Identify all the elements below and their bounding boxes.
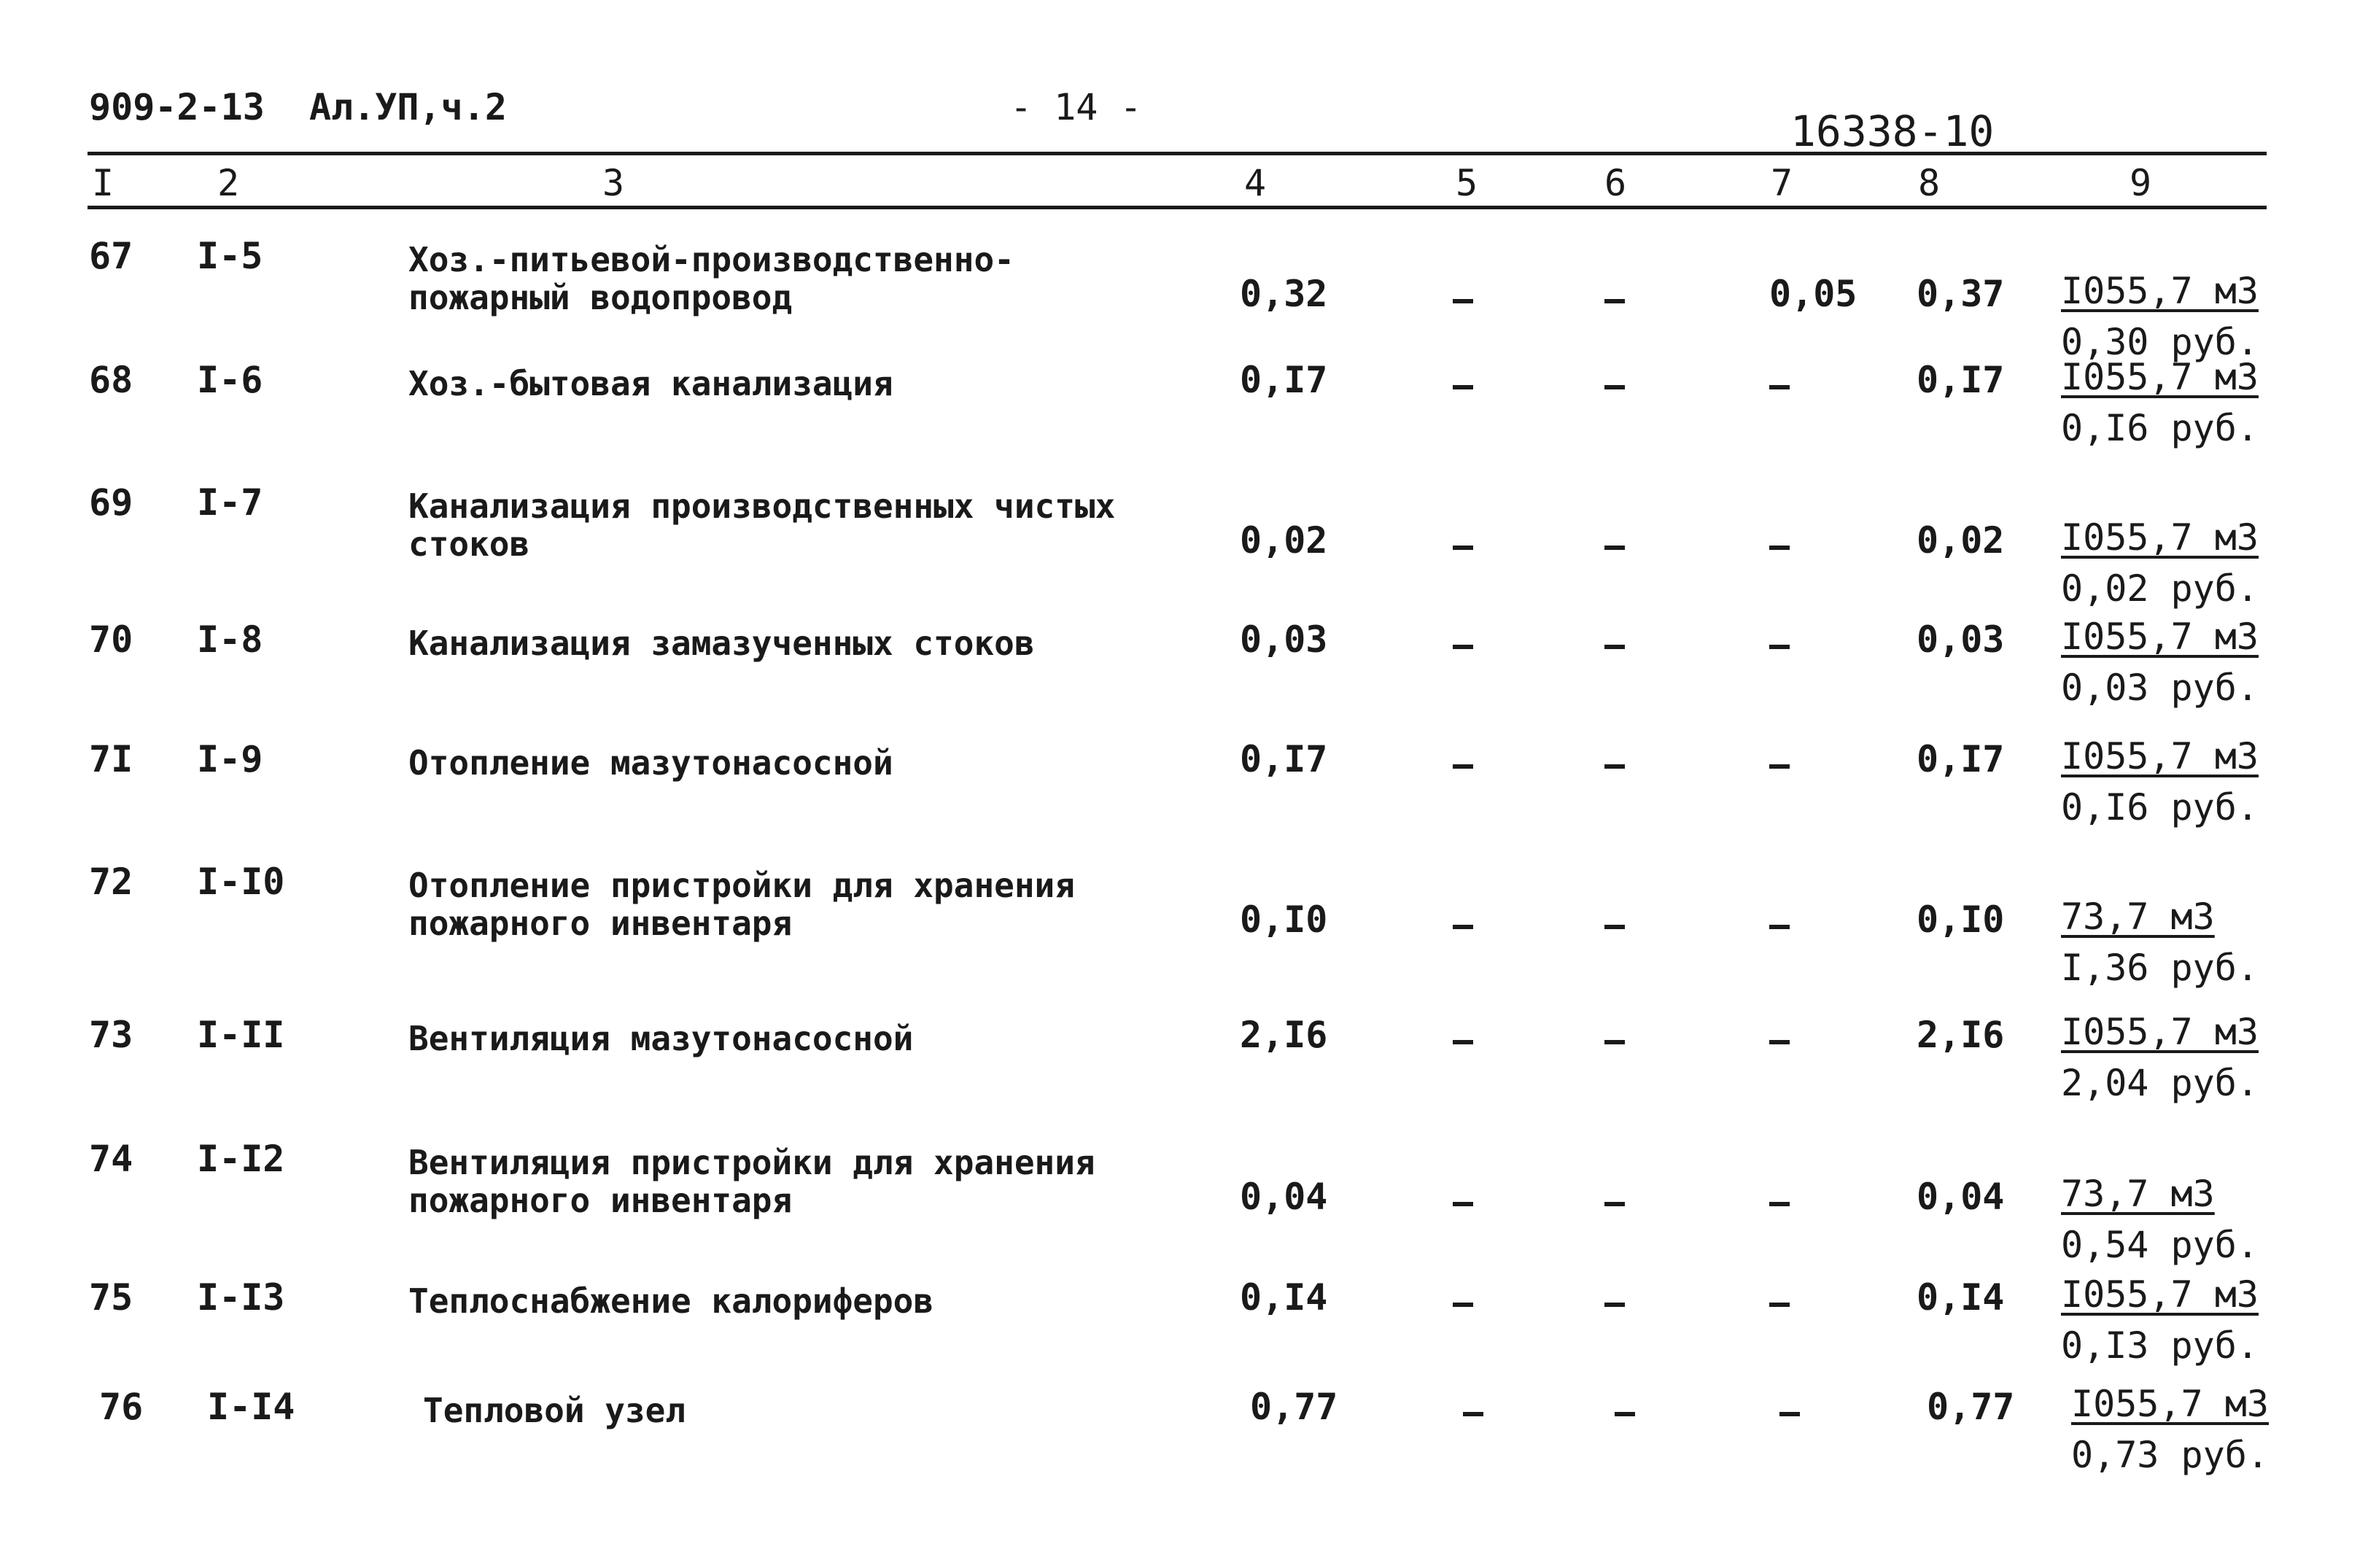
row-number: 7I [89,738,133,780]
archive-number: 16338-10 [1790,106,1995,156]
description-line-1: Хоз.-питьевой-производственно- [408,240,1014,279]
description-line-2: пожарный водопровод [408,278,793,317]
row-code: I-8 [197,618,263,661]
column-4-value: 0,I4 [1240,1276,1328,1319]
column-9-cost: 0,54 руб. [2061,1224,2259,1266]
row-code: I-5 [197,235,263,277]
column-6-dash [1604,385,1625,389]
column-9-cost: 0,73 руб. [2071,1434,2269,1476]
row-number: 68 [89,359,133,401]
column-4-value: 0,I7 [1240,738,1328,780]
column-6-dash [1604,1202,1625,1206]
column-6-dash [1604,1303,1625,1307]
row-description [408,1282,933,1320]
row-description [408,624,1035,662]
column-9-cost: 0,02 руб. [2061,567,2259,610]
column-number-6: 6 [1604,162,1627,204]
column-6-dash [1604,764,1625,769]
table-row [0,356,2368,476]
column-7-dash [1769,764,1790,769]
column-number-5: 5 [1456,162,1478,204]
column-7-dash [1769,925,1790,929]
column-9-volume: I055,7 м3 [2071,1383,2269,1425]
column-6-dash [1604,1040,1625,1044]
column-7-dash [1769,1202,1790,1206]
column-7-dash [1769,546,1790,550]
column-5-dash [1453,1040,1473,1044]
row-description [408,365,893,403]
row-description [408,744,893,782]
description-line-1: Хоз.-бытовая канализация [408,364,893,403]
column-5-dash [1463,1412,1483,1416]
column-9-volume: 73,7 м3 [2061,1173,2215,1215]
column-number-3: 3 [602,162,625,204]
column-9-volume: I055,7 м3 [2061,356,2259,398]
table-row [0,618,2368,735]
column-6-dash [1615,1412,1635,1416]
row-code: I-6 [197,359,263,401]
column-8-value: 0,03 [1917,618,2005,661]
row-code: I-I4 [207,1386,295,1428]
column-8-value: 0,I0 [1917,899,2005,941]
column-9-cost: 0,I6 руб. [2061,786,2259,828]
page-number: - 14 - [1010,86,1142,128]
row-description [408,866,1075,942]
column-9-cost: I,36 руб. [2061,947,2259,989]
row-description [408,487,1115,563]
row-number: 72 [89,861,133,903]
description-line-1: Вентиляция мазутонасосной [408,1019,914,1058]
column-9-cost: 0,I3 руб. [2061,1324,2259,1367]
column-8-value: 0,37 [1917,273,2005,315]
column-9-volume: I055,7 м3 [2061,735,2259,777]
column-7-dash [1769,1303,1790,1307]
document-code: 909-2-13 [89,86,265,128]
row-description [408,1020,913,1057]
table-row [0,1011,2368,1130]
column-4-value: 2,I6 [1240,1014,1328,1056]
table-row [0,735,2368,855]
column-6-dash [1604,925,1625,929]
column-8-value: 2,I6 [1917,1014,2005,1056]
row-code: I-7 [197,481,263,524]
description-line-1: Тепловой узел [423,1391,686,1430]
column-7-value: 0,05 [1769,273,1857,315]
header-top-rule [88,152,2267,155]
column-5-dash [1453,1202,1473,1206]
column-8-value: 0,02 [1917,519,2005,562]
header-bottom-rule [88,206,2267,209]
column-9-cost: 0,I6 руб. [2061,407,2259,449]
column-5-dash [1453,546,1473,550]
column-6-dash [1604,299,1625,303]
row-code: I-9 [197,738,263,780]
column-7-dash [1779,1412,1800,1416]
row-code: I-I2 [197,1138,285,1180]
column-number-9: 9 [2130,162,2152,204]
column-9-volume: I055,7 м3 [2061,270,2259,312]
column-8-value: 0,77 [1927,1386,2015,1428]
column-number-4: 4 [1244,162,1267,204]
column-7-dash [1769,645,1790,649]
row-description [408,1144,1095,1219]
column-4-value: 0,04 [1240,1176,1328,1218]
column-9-volume: I055,7 м3 [2061,1011,2259,1053]
column-8-value: 0,I7 [1917,359,2005,401]
description-line-1: Отопление пристройки для хранения [408,866,1075,905]
description-line-1: Теплоснабжение калориферов [408,1281,934,1321]
row-code: I-II [197,1014,285,1056]
column-number-2: 2 [217,162,240,204]
column-9-volume: 73,7 м3 [2061,896,2215,938]
table-row [0,861,2368,989]
table-row [0,235,2368,363]
column-4-value: 0,03 [1240,618,1328,661]
column-5-dash [1453,764,1473,769]
column-4-value: 0,I0 [1240,899,1328,941]
column-number-7: 7 [1771,162,1793,204]
row-number: 74 [89,1138,133,1180]
column-7-dash [1769,1040,1790,1044]
column-9-cost: 0,03 руб. [2061,667,2259,709]
description-line-2: пожарного инвентаря [408,1181,793,1220]
row-description [408,241,1014,317]
description-line-2: стоков [408,524,530,564]
column-8-value: 0,I4 [1917,1276,2005,1319]
row-number: 67 [89,235,133,277]
column-4-value: 0,77 [1250,1386,1338,1428]
row-number: 76 [99,1386,144,1428]
table-row [0,1273,2368,1393]
column-9-volume: I055,7 м3 [2061,616,2259,658]
column-8-value: 0,I7 [1917,738,2005,780]
column-5-dash [1453,645,1473,649]
column-9-cost: 0,30 руб. [2061,321,2259,363]
column-number-1: I [92,162,114,204]
row-number: 73 [89,1014,133,1056]
row-number: 70 [89,618,133,661]
row-code: I-I0 [197,861,285,903]
row-description [423,1392,686,1429]
column-5-dash [1453,385,1473,389]
column-5-dash [1453,299,1473,303]
column-4-value: 0,02 [1240,519,1328,562]
table-row [0,1383,2368,1502]
table-row [0,481,2368,610]
description-line-1: Вентиляция пристройки для хранения [408,1143,1095,1182]
column-9-cost: 2,04 руб. [2061,1062,2259,1104]
table-row [0,1138,2368,1266]
column-9-volume: I055,7 м3 [2061,516,2259,559]
description-line-1: Канализация замазученных стоков [408,624,1035,663]
column-7-dash [1769,385,1790,389]
album-reference: Ал.УП,ч.2 [309,86,507,128]
column-4-value: 0,I7 [1240,359,1328,401]
description-line-1: Отопление мазутонасосной [408,743,893,783]
column-5-dash [1453,1303,1473,1307]
row-number: 69 [89,481,133,524]
column-5-dash [1453,925,1473,929]
row-code: I-I3 [197,1276,285,1319]
column-number-8: 8 [1918,162,1941,204]
description-line-1: Канализация производственных чистых [408,486,1116,526]
column-8-value: 0,04 [1917,1176,2005,1218]
column-6-dash [1604,645,1625,649]
description-line-2: пожарного инвентаря [408,904,793,943]
column-6-dash [1604,546,1625,550]
column-4-value: 0,32 [1240,273,1328,315]
column-9-volume: I055,7 м3 [2061,1273,2259,1316]
row-number: 75 [89,1276,133,1319]
